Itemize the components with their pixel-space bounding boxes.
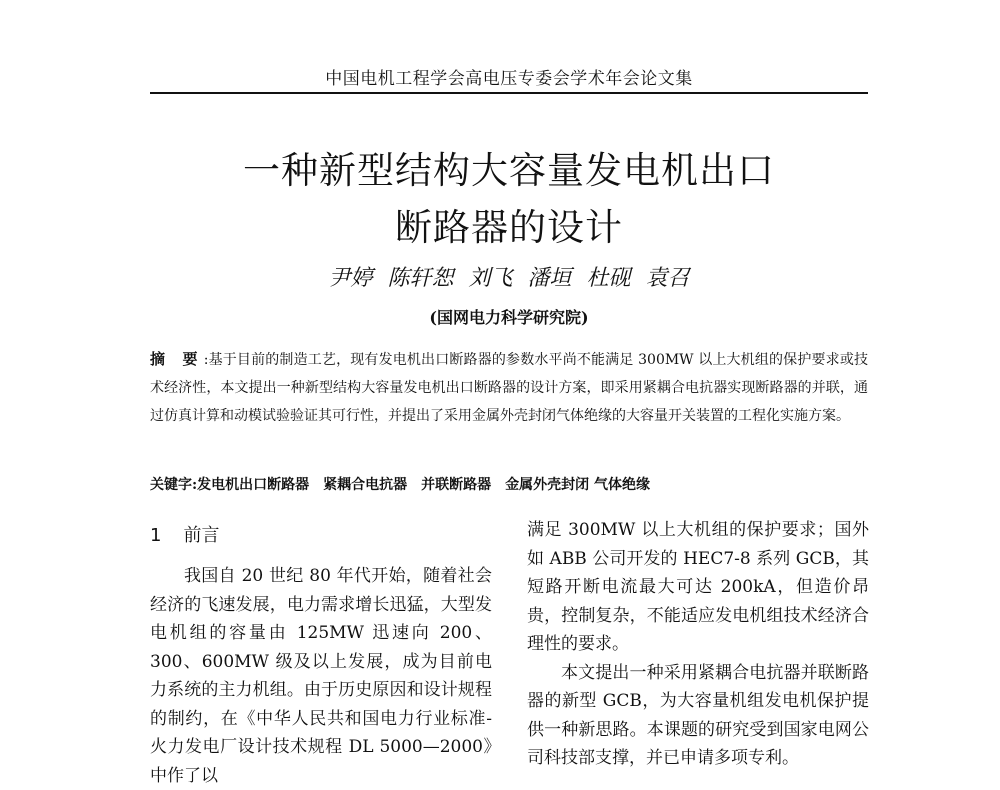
section-heading <box>150 522 492 550</box>
paragraph: 本文提出一种采用紧耦合电抗器并联断路器的新型 GCB，为大容量机组发电机保护提供一种新思路。本课题的研究受到国家电网公司科技部支撑，并已申请多项专利。 <box>527 662 869 768</box>
affiliation: (国网电力科学研究院) <box>429 308 589 327</box>
running-head: 中国电机工程学会高电压专委会学术年会论文集 <box>325 69 693 89</box>
keywords-label: 关键字: <box>150 477 198 493</box>
abstract-text: :基于目前的制造工艺，现有发电机出口断路器的参数水平尚不能满足 300MW 以上大机组的保护要求或技术经济性，本文提出一种新型结构大容量发电机出口断路器的设计方案，即采用紧耦合电抗器实现断路器的并联，通过仿真计算和动模试验验证其可行性，并提出了采用金属外壳封闭气体绝缘的大容量开关装置的工程化实施方案。 <box>150 352 868 424</box>
body-column-left <box>150 522 492 790</box>
keyword: 紧耦合电抗器 <box>323 477 408 493</box>
paper-title-line-2: 断路器的设计 <box>395 206 623 249</box>
abstract-label: 摘 要 <box>150 350 204 368</box>
keyword: 发电机出口断路器 <box>197 477 310 493</box>
authors: 尹婷 陈轩恕 刘飞 潘垣 杜砚 袁召 <box>328 266 690 291</box>
keyword: 金属外壳封闭 气体绝缘 <box>505 477 651 493</box>
paper-title-line-1: 一种新型结构大容量发电机出口 <box>243 149 775 192</box>
keyword: 并联断路器 <box>421 477 492 493</box>
section-title: 前言 <box>183 525 220 546</box>
keywords <box>150 474 868 494</box>
body-column-right <box>527 516 869 773</box>
header-rule <box>150 92 868 94</box>
section-number: 1 <box>150 525 162 546</box>
paragraph: 满足 300MW 以上大机组的保护要求；国外如 ABB 公司开发的 HEC7-8 系列 GCB，其短路开断电流最大可达 200kA，但造价昂贵，控制复杂，不能适应发电机组技术经济合理性的要求。 <box>527 520 869 654</box>
paragraph: 我国自 20 世纪 80 年代开始，随着社会经济的飞速发展，电力需求增长迅猛，大型发电机组的容量由 125MW 迅速向 200、300、600MW 级及以上发展，成为目前电力系统的主力机组。由于历史原因和设计规程的制约，在《中华人民共和国电力行业标准-火力发电厂设计技术规程 DL 5000—2000》中作了以 <box>150 566 492 786</box>
abstract <box>150 345 868 430</box>
